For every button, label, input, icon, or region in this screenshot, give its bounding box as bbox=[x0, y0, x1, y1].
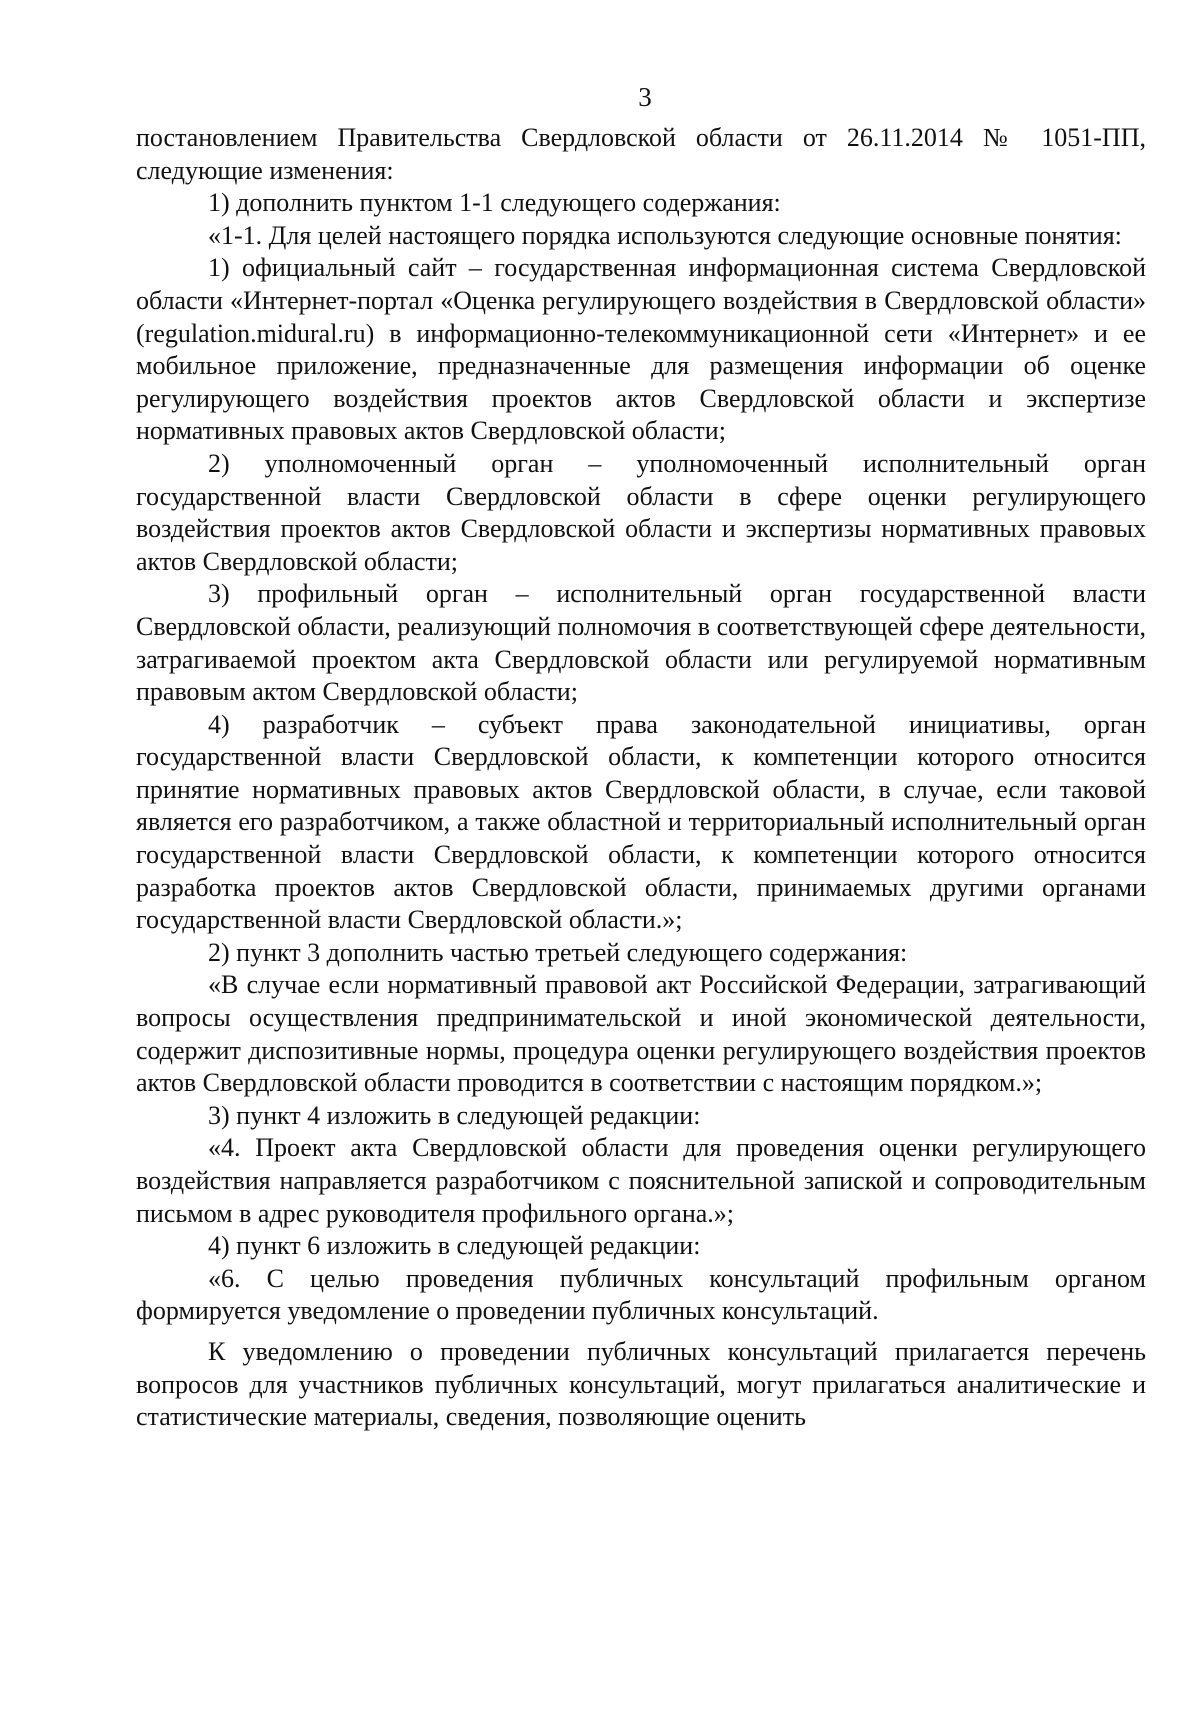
paragraph-amendment-4: 4) пункт 6 изложить в следующей редакции: bbox=[208, 1231, 701, 1261]
paragraph-definition-profile-body: 3) профильный орган – исполнительный орган государственной власти Свердловской области, реализующий полномочия в соответствующей сфере деятельности, затрагиваемой проектом акта Свердловской области или регулируемой нормативным правовым актом Свердловской области; bbox=[136, 579, 1146, 707]
paragraph-amendment-2-text: «В случае если нормативный правовой акт Российской Федерации, затрагивающий вопросы осуществления предпринимательской и иной экономической деятельности, содержит диспозитивные нормы, процедура оценки регулирующего воздействия проектов актов Свердловской области проводится в соответствии с настоящим порядком.»; bbox=[136, 970, 1146, 1098]
paragraph-amendment-1: 1) дополнить пунктом 1-1 следующего содержания: bbox=[208, 188, 781, 218]
paragraph-definition-official-site: 1) официальный сайт – государственная информационная система Свердловской области «Интернет-портал «Оценка регулирующего воздействия в Свердловской области» (regulation.midural.ru) в информационно-телекоммуникационной сети «Интернет» и ее мобильное приложение, предназначенные для размещения информации об оценке регулирующего воздействия проектов актов Свердловской области и экспертизе нормативных правовых актов Свердловской области; bbox=[136, 253, 1146, 446]
document-body bbox=[136, 122, 1146, 1434]
paragraph-definition-authorized-body: 2) уполномоченный орган – уполномоченный исполнительный орган государственной власти Свердловской области в сфере оценки регулирующего воздействия проектов актов Свердловской области и экспертизы нормативных правовых актов Свердловской области; bbox=[136, 448, 1146, 576]
paragraph-amendment-2: 2) пункт 3 дополнить частью третьей следующего содержания: bbox=[208, 937, 908, 967]
page-number: 3 bbox=[638, 82, 652, 112]
paragraph-amendment-3-text: «4. Проект акта Свердловской области для проведения оценки регулирующего воздействия направляется разработчиком с пояснительной запиской и сопроводительным письмом в адрес руководителя профильного органа.»; bbox=[136, 1133, 1146, 1228]
paragraph-definition-developer: 4) разработчик – субъект права законодательной инициативы, орган государственной власти Свердловской области, к компетенции которого относится принятие нормативных правовых актов Свердловской области, в случае, если таковой является его разработчиком, а также областной и территориальный исполнительный орган государственной власти Свердловской области, к компетенции которого относится разработка проектов актов Свердловской области, принимаемых другими органами государственной власти Свердловской области.»; bbox=[136, 709, 1146, 935]
paragraph-amendment-4-text: «6. С целью проведения публичных консультаций профильным органом формируется уведомление о проведении публичных консультаций. bbox=[136, 1263, 1146, 1326]
paragraph-consultation-attachments: К уведомлению о проведении публичных консультаций прилагается перечень вопросов для участников публичных консультаций, могут прилагаться аналитические и статистические материалы, сведения, позволяющие оценить bbox=[136, 1336, 1146, 1432]
paragraph-clause-1-1: «1-1. Для целей настоящего порядка используются следующие основные понятия: bbox=[208, 220, 1122, 250]
paragraph-amendment-3: 3) пункт 4 изложить в следующей редакции: bbox=[208, 1100, 701, 1130]
paragraph-continuation: постановлением Правительства Свердловской области от 26.11.2014 № 1051-ПП, следующие изменения: bbox=[136, 123, 1146, 185]
